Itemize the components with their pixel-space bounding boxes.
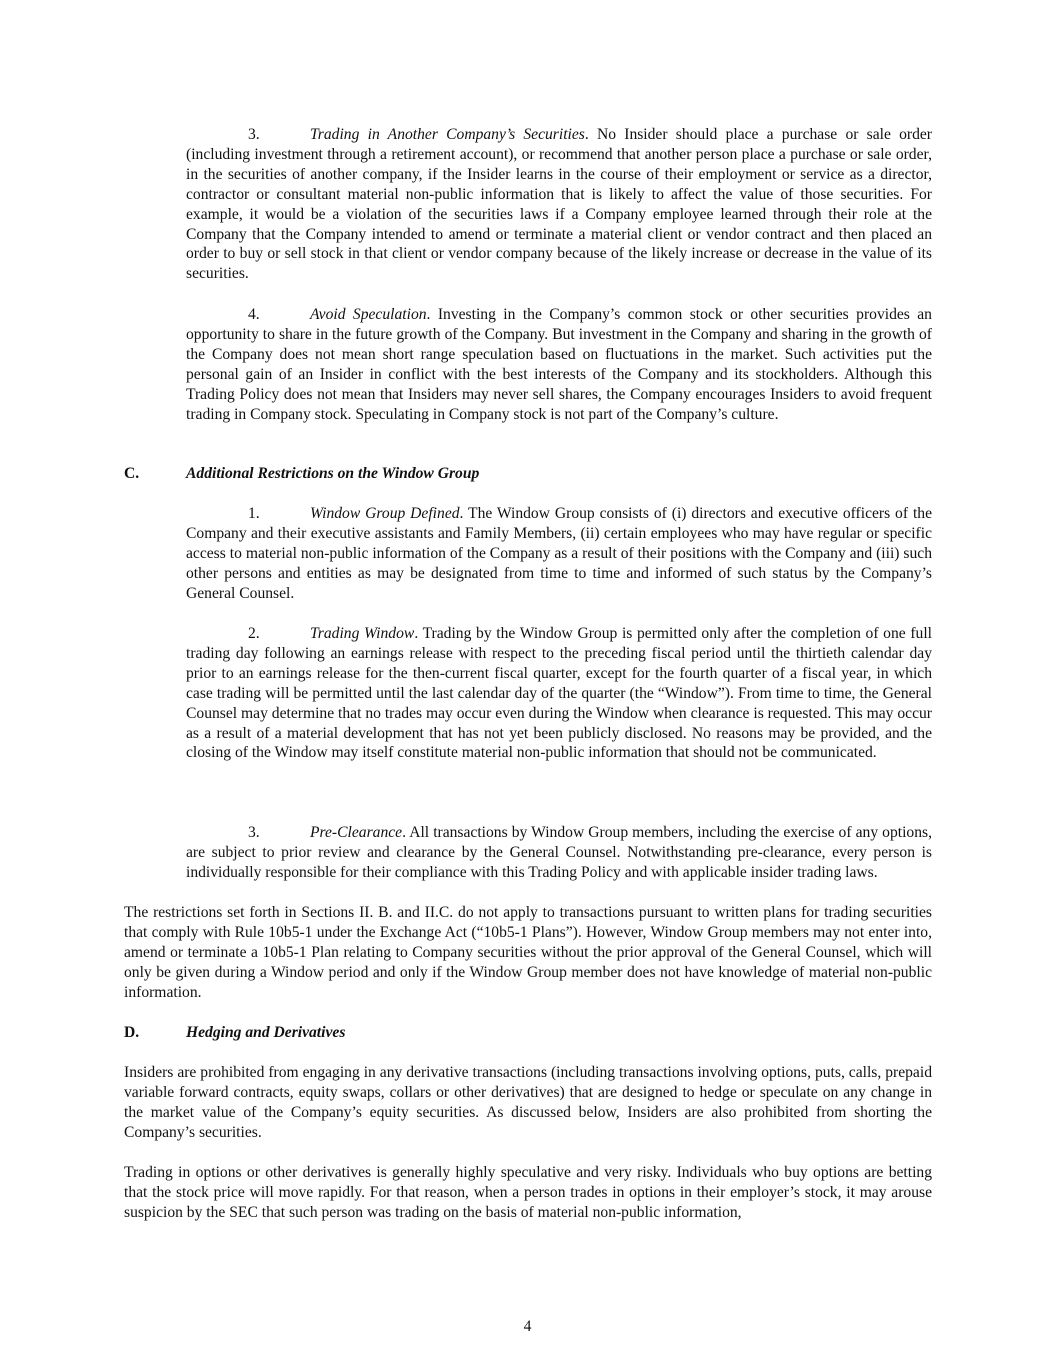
item-title: Avoid Speculation [310, 306, 427, 323]
item-body: . All transactions by Window Group members, including the exercise of any options, are subject to prior review and clearance by the General Counsel. Notwithstanding pre-clearance, every person is individually responsible for their compliance with this Trading Policy and with applicable insider trading laws. [186, 824, 932, 881]
item-body: . Trading by the Window Group is permitted only after the completion of one full trading day following an earnings release with respect to the preceding fiscal period until the thirtieth calendar day prior to an earnings release for the then-current fiscal quarter, except for the fourth quarter of a fiscal year, in which case trading will be permitted until the last calendar day of the quarter (the “Window”). From time to time, the General Counsel may determine that no trades may occur even during the Window when clearance is requested. This may occur as a result of a material development that has not yet been publicly disclosed. No reasons may be provided, and the closing of the Window may itself constitute material non-public information that should not be communicated. [186, 625, 932, 762]
section-letter: C. [124, 465, 140, 482]
item-number: 2. [248, 625, 260, 642]
item-number: 4. [248, 306, 260, 323]
item-body: . The Window Group consists of (i) directors and executive officers of the Company and their executive assistants and Family Members, (ii) certain employees who may have regular or specific access to material non-public information of the Company as a result of their positions with the Company and (iii) such other persons and entities as may be designated from time to time and informed of such status by the Company’s General Counsel. [186, 505, 932, 602]
section-c-closing-paragraph: The restrictions set forth in Sections II. B. and II.C. do not apply to transactions pursuant to written plans for trading securities that comply with Rule 10b5-1 under the Exchange Act (“10b5-1 Plans”). However, Window Group members may not enter into, amend or terminate a 10b5-1 Plan relating to Company securities without the prior approval of the General Counsel, which will only be given during a Window period and only if the Window Group member does not have knowledge of material non-public information. [124, 904, 932, 1001]
section-c-item-1 [186, 504, 932, 604]
section-c-item-3 [186, 823, 932, 883]
item-title: Window Group Defined [310, 505, 460, 522]
section-d-paragraph-1: Insiders are prohibited from engaging in any derivative transactions (including transactions involving options, puts, calls, prepaid variable forward contracts, equity swaps, collars or other derivatives) that are designed to hedge or speculate on any change in the market value of the Company’s equity securities. As discussed below, Insiders are also prohibited from shorting the Company’s securities. [124, 1064, 932, 1141]
item-title: Trading Window [310, 625, 415, 642]
section-title: Hedging and Derivatives [186, 1024, 346, 1041]
section-b-item-4 [186, 305, 932, 424]
item-body: . Investing in the Company’s common stock or other securities provides an opportunity to share in the future growth of the Company. But investment in the Company and sharing in the growth of the Company does not mean short range speculation based on fluctuations in the market. Such activities put the personal gain of an Insider in conflict with the best interests of the Company and its stockholders. Although this Trading Policy does not mean that Insiders may never sell shares, the Company encourages Insiders to avoid frequent trading in Company stock. Speculating in Company stock is not part of the Company’s culture. [186, 306, 932, 423]
section-c-item-2 [186, 624, 932, 763]
item-number: 3. [248, 126, 260, 143]
section-c-heading [124, 464, 479, 484]
item-title: Pre-Clearance [310, 824, 403, 841]
item-title: Trading in Another Company’s Securities [310, 126, 585, 143]
section-b-item-3 [186, 125, 932, 284]
item-number: 3. [248, 824, 260, 841]
section-d-paragraph-2: Trading in options or other derivatives is generally highly speculative and very risky. Individuals who buy options are betting that the stock price will move rapidly. For that reason, when a person trades in options in their employer’s stock, it may arouse suspicion by the SEC that such person was trading on the basis of material non-public information, [124, 1164, 932, 1221]
item-number: 1. [248, 505, 260, 522]
section-letter: D. [124, 1024, 140, 1041]
section-d-heading [124, 1023, 345, 1043]
item-body: . No Insider should place a purchase or sale order (including investment through a retirement account), or recommend that another person place a purchase or sale order, in the securities of another company, if the Insider learns in the course of their employment or service as a director, contractor or consultant material non-public information that is likely to affect the value of those securities. For example, it would be a violation of the securities laws if a Company employee learned through their role at the Company that the Company intended to amend or terminate a material client or vendor contract and then placed an order to buy or sell stock in that client or vendor company because of the likely increase or decrease in the value of its securities. [186, 126, 933, 283]
section-title: Additional Restrictions on the Window Group [186, 465, 480, 482]
page-number: 4 [523, 1318, 532, 1335]
